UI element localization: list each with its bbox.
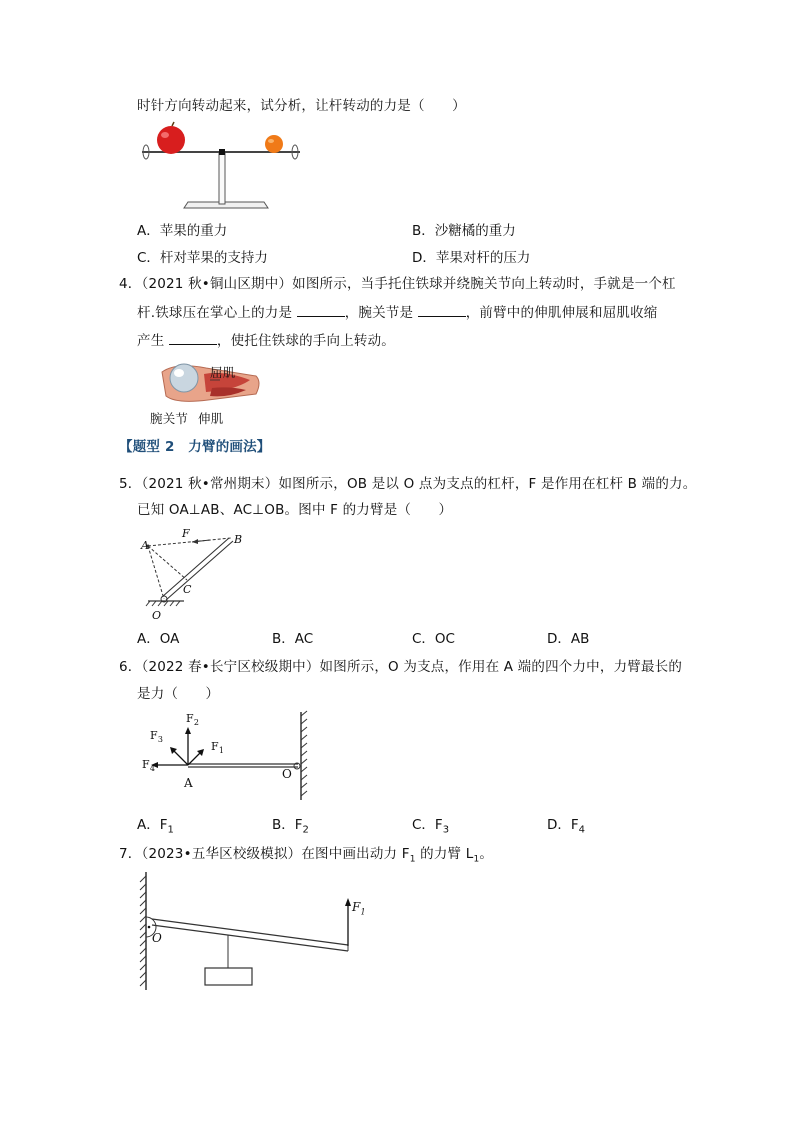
iron-ball	[170, 364, 198, 392]
wrist-label: 腕关节	[150, 411, 189, 426]
q6-label-o: O	[282, 767, 293, 781]
orange	[265, 135, 283, 153]
q6-line2: 是力（ ）	[137, 686, 220, 702]
q5-label-c: C	[183, 583, 192, 596]
q7-lever-figure	[138, 870, 378, 995]
q6-forces-figure	[140, 708, 315, 808]
answer-blank	[169, 330, 217, 345]
q4-line3: 产生 ，使托住铁球的手向上转动。	[137, 330, 395, 351]
q7-line: 7．（2023•五华区校级模拟）在图中画出动力 $F_1$ 的力臂 $L_1$。	[119, 846, 494, 865]
q6-option-b: B．$F_2$	[272, 817, 309, 836]
q6-option-c: C．$F_3$	[412, 817, 450, 836]
flexor-label: 屈肌	[210, 365, 236, 380]
answer-blank	[297, 302, 345, 317]
q7-label-o: O	[152, 931, 163, 945]
q5-option-c: C．OC	[412, 631, 455, 647]
answer-blank	[418, 302, 466, 317]
q5-label-a: A	[141, 539, 150, 552]
q7-label-f1: $F_1$	[352, 900, 366, 917]
apple	[157, 126, 185, 154]
section-heading: 【题型 2 力臂的画法】	[119, 439, 271, 455]
q3-option-c: C．杆对苹果的支持力	[137, 250, 268, 266]
q6-option-d: D．$F_4$	[547, 817, 586, 836]
q5-option-b: B．AC	[272, 631, 314, 647]
q6-label-f4: $F_4$	[142, 758, 156, 774]
q5-option-a: A．OA	[137, 631, 180, 647]
q6-label-a: A	[184, 776, 193, 790]
q5-option-d: D．AB	[547, 631, 590, 647]
q5-line1: 5．（2021 秋•常州期末）如图所示，OB 是以 O 点为支点的杠杆，F 是作用在杠杆 B 端的力。	[119, 476, 697, 492]
q3-balance-figure	[138, 122, 308, 214]
q4-line1: 4．（2021 秋•铜山区期中）如图所示，当手托住铁球并绕腕关节向上转动时，手就是一个杠	[119, 276, 676, 292]
q3-option-b: B．沙糖橘的重力	[412, 223, 516, 239]
q3-continuation: 时针方向转动起来，试分析，让杆转动的力是（ ）	[137, 98, 466, 114]
q4-line2: 杆.铁球压在掌心上的力是 ，腕关节是 ，前臂中的伸肌伸展和屈肌收缩	[137, 302, 658, 323]
q3-option-d: D．苹果对杆的压力	[412, 250, 531, 266]
q3-option-a: A．苹果的重力	[137, 223, 228, 239]
q5-label-f: F	[182, 527, 190, 540]
q5-label-b: B	[234, 533, 243, 546]
q5-line2: 已知 OA⊥AB、AC⊥OB。图中 F 的力臂是（ ）	[137, 502, 453, 518]
q6-label-f2: $F_2$	[186, 712, 200, 728]
q6-label-f3: $F_3$	[150, 729, 164, 745]
q6-line1: 6．（2022 春•长宁区校级期中）如图所示，O 为支点，作用在 A 端的四个力中，力臂最长的	[119, 659, 683, 675]
q6-option-a: A．$F_1$	[137, 817, 174, 836]
q6-label-f1: $F_1$	[211, 740, 225, 756]
q5-label-o: O	[152, 609, 162, 622]
extensor-label: 伸肌	[198, 411, 224, 426]
